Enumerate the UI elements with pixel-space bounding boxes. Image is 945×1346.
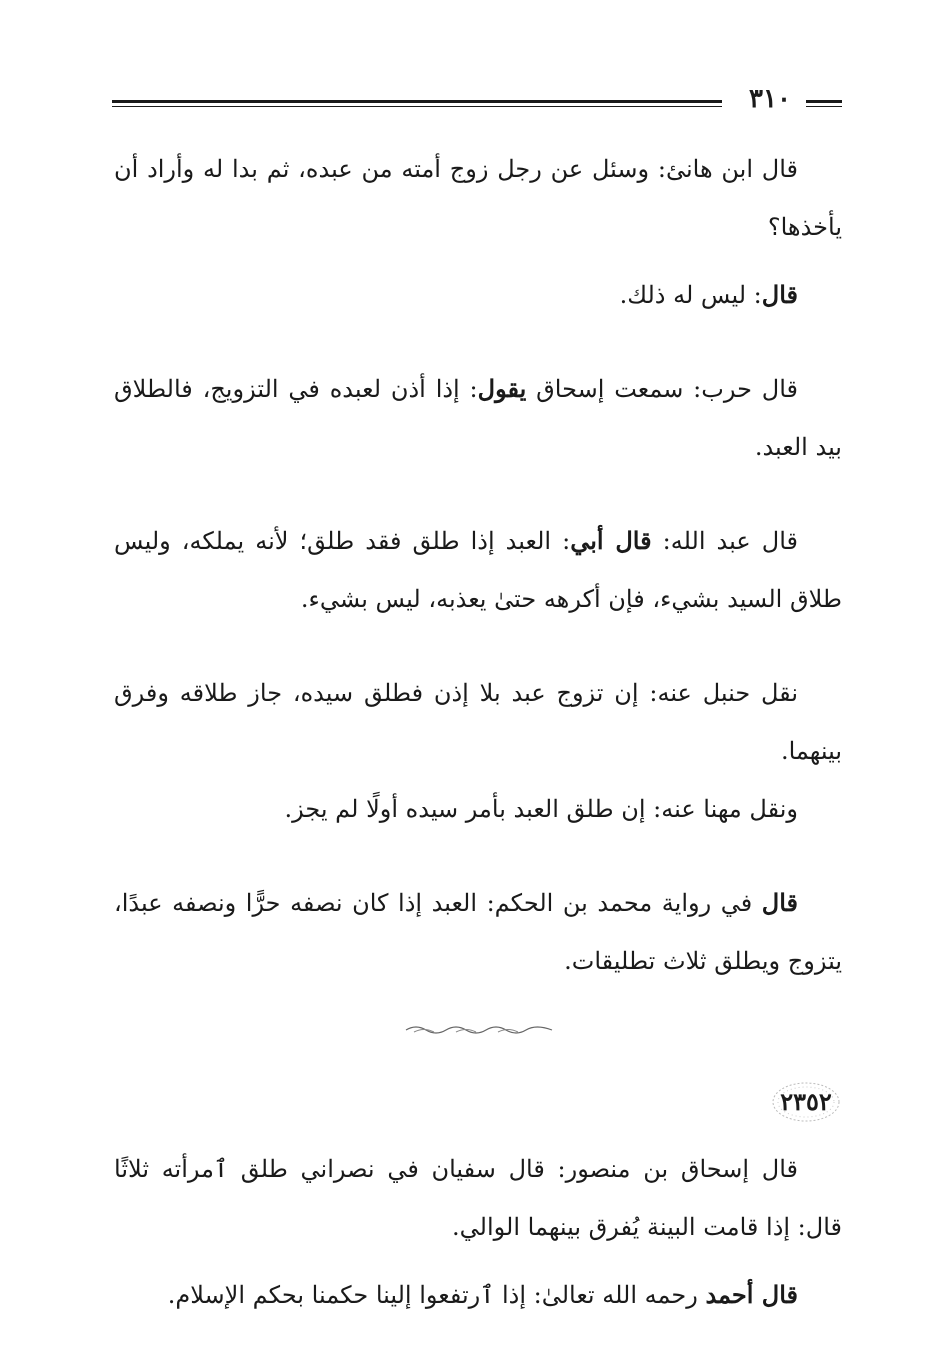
text-run: : العبد إذا طلق فقد طلق؛ لأنه يملكه، وليس طلاق السيد بشيء، فإن أكرهه حتىٰ يعذبه، ليس بشيء. xyxy=(114,527,842,613)
bold-text-run: قال xyxy=(761,888,798,917)
paragraph-abdullah xyxy=(114,512,842,628)
text-run: رحمه الله تعالىٰ: إذا ٱرتفعوا إلينا حكمنا بحكم الإسلام. xyxy=(167,1281,706,1309)
ornament-divider-icon xyxy=(404,1024,554,1036)
page-header xyxy=(112,84,840,124)
text-run: قال حرب: سمعت إسحاق xyxy=(526,375,799,403)
hadith-number: ٢٣٥٢ xyxy=(780,1087,832,1116)
paragraph-answer xyxy=(114,266,842,324)
paragraph-ibn-hakam xyxy=(114,874,842,990)
paragraph-ahmad xyxy=(114,1266,842,1324)
text-run: قال ابن هانئ: وسئل عن رجل زوج أمته من عبده، ثم بدا له وأراد أن يأخذها؟ xyxy=(114,155,842,241)
text-run: : إذا أذن لعبده في التزويج، فالطلاق بيد العبد. xyxy=(114,375,842,461)
text-run: قال إسحاق بن منصور: قال سفيان في نصراني طلق ٱمرأته ثلاثًا قال: إذا قامت البينة يُفرق بينهما الوالي. xyxy=(114,1155,842,1241)
paragraph-muhanna xyxy=(114,780,842,838)
paragraph-ishaq-sufyan xyxy=(114,1140,842,1256)
hadith-number-badge xyxy=(770,1080,842,1124)
text-run: : ليس له ذلك. xyxy=(619,281,762,309)
page-body xyxy=(114,140,842,1324)
header-rule-long xyxy=(112,100,722,103)
bold-text-run: يقول xyxy=(477,374,527,403)
text-run: ونقل مهنا عنه: إن طلق العبد بأمر سيده أولًا لم يجز. xyxy=(284,795,798,823)
bold-text-run: قال أحمد xyxy=(705,1280,798,1309)
paragraph-harb xyxy=(114,360,842,476)
header-rule-short xyxy=(806,100,842,103)
paragraph-hanbal xyxy=(114,664,842,780)
section-divider xyxy=(114,990,842,1080)
hadith-number-row xyxy=(114,1080,842,1140)
paragraph-ibn-hani-question xyxy=(114,140,842,256)
page-number: ٣١٠ xyxy=(749,84,791,114)
text-run: نقل حنبل عنه: إن تزوج عبد بلا إذن فطلق سيده، جاز طلاقه وفرق بينهما. xyxy=(114,679,842,765)
bold-text-run: قال أبي xyxy=(570,526,652,555)
text-run: قال عبد الله: xyxy=(651,527,798,555)
text-run: في رواية محمد بن الحكم: العبد إذا كان نصفه حرًّا ونصفه عبدًا، يتزوج ويطلق ثلاث تطليقات. xyxy=(114,889,842,975)
bold-text-run: قال xyxy=(761,280,798,309)
